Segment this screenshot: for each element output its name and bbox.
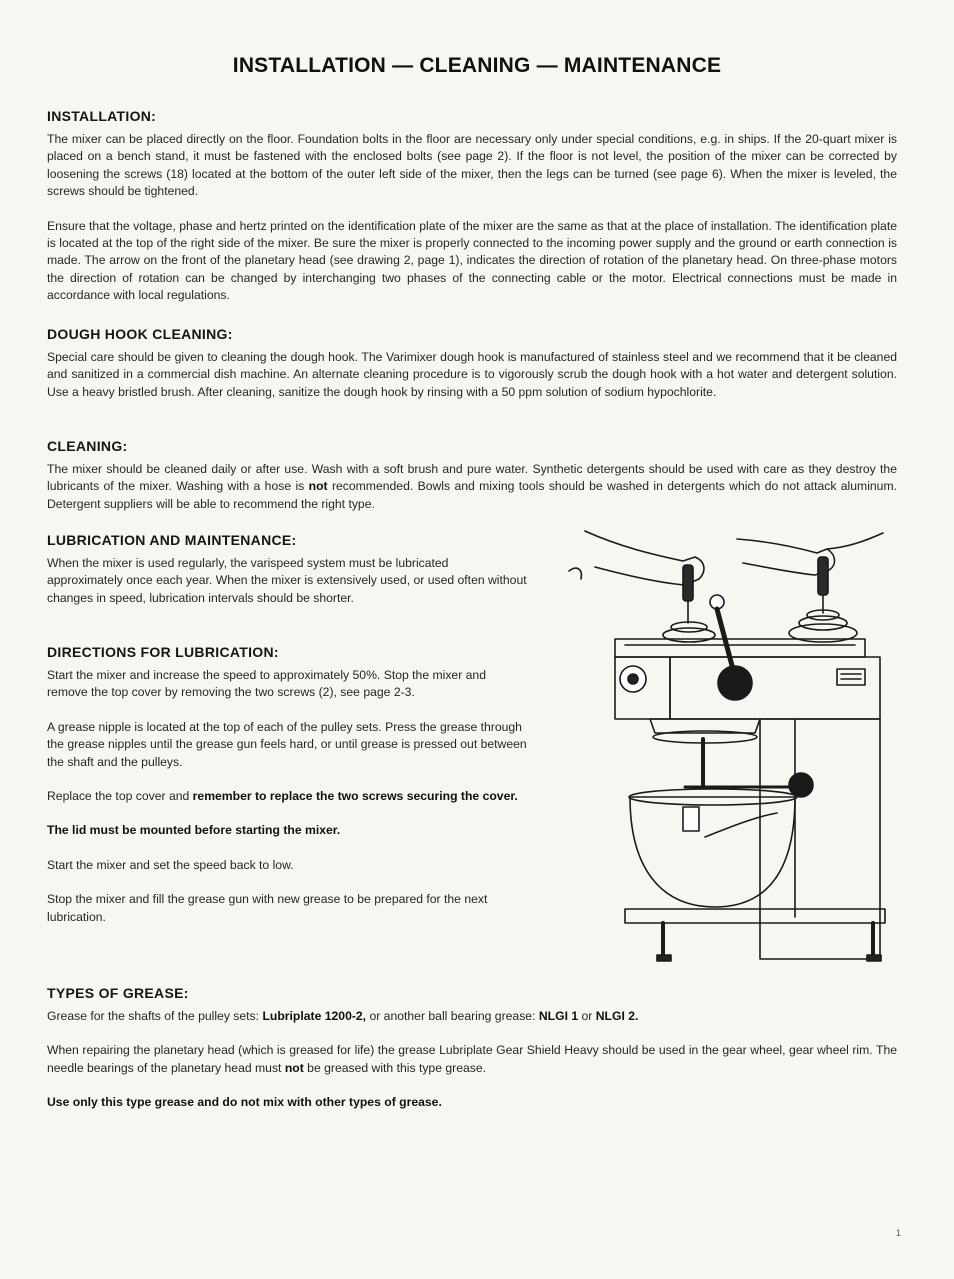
speed-knob (718, 666, 752, 700)
installation-heading: INSTALLATION: (47, 108, 157, 124)
installation-section (47, 108, 897, 305)
grease-paragraph-3: Use only this type grease and do not mix with other types of grease. (47, 1095, 442, 1110)
directions-text-3a: Replace the top cover and (47, 789, 193, 804)
mixer-lubrication-illustration (565, 527, 900, 967)
left-arm-curve (569, 568, 581, 579)
lubrication-paragraph: When the mixer is used regularly, the varispeed system must be lubricated approximately once each year. When the mixer is extensively used, or used often without changes in speed, lubrication intervals should be shorter. (47, 556, 527, 605)
installation-paragraph-1: The mixer can be placed directly on the floor. Foundation bolts in the floor are necessary only under special conditions, e.g. in ships. If the 20-quart mixer is placed on a bench stand, it must be fastened with the enclosed bolts (see page 2). If the floor is not level, the position of the mixer can be corrected by loosening the screws (18) located at the bottom of the outer left side of the mixer, then the legs can be turned (see page 6). When the mixer is leveled, the screws should be tightened. (47, 132, 897, 199)
grease-text-2not: not (284, 1060, 304, 1075)
right-pulley-mid (799, 616, 847, 630)
cleaning-heading: CLEANING: (47, 438, 128, 454)
grease-text-2b: be greased with this type grease. (303, 1060, 487, 1075)
grease-text-1c: or another ball bearing grease: (366, 1009, 539, 1023)
bowl-lift-knob (789, 773, 813, 797)
installation-paragraph-2: Ensure that the voltage, phase and hertz printed on the identification plate of the mixer are the same as that at the place of installation. The identification plate is located at the top of the right side of the mixer. Be sure the mixer is properly connected to the incoming power supply and the ground or earth connection is made. The arrow on the front of the planetary head (see drawing 2, page 1), indicates the direction of rotation of the planetary head. On three-phase motors the direction of rotation can be changed by interchanging two phases of the connecting cable or the motor. Electrical connections must be made in accordance with local regulations. (47, 218, 897, 303)
cleaning-section (47, 438, 897, 513)
directions-paragraph-6: Stop the mixer and fill the grease gun with new grease to be prepared for the next lubrication. (47, 892, 488, 924)
directions-text-3b: remember to replace the two screws securing the cover. (192, 789, 518, 804)
cleaning-text-a: The mixer should be cleaned daily or after use. Wash with a soft brush and pure water. Synthetic detergents should be used with care as they destroy the lubricants of the mixer. Washing with a hose is (47, 462, 897, 494)
directions-paragraph-5: Start the mixer and set the speed back to low. (47, 857, 294, 872)
left-foot (657, 955, 671, 961)
lubrication-heading: LUBRICATION AND MAINTENANCE: (47, 532, 297, 548)
grease-section (47, 985, 897, 1112)
grease-heading: TYPES OF GREASE: (47, 985, 189, 1001)
grease-text-1e: or (578, 1009, 596, 1023)
bowl-tag (683, 807, 699, 831)
left-pulley-top (671, 622, 707, 632)
page-number: 1 (896, 1228, 902, 1238)
cleaning-text-b: recommended. Bowls and mixing tools should be washed in detergents which do not attack aluminum. Detergent suppliers will be able to recommend the right type. (47, 479, 897, 511)
page-title: INSTALLATION — CLEANING — MAINTENANCE (232, 54, 722, 77)
directions-heading: DIRECTIONS FOR LUBRICATION: (47, 644, 279, 660)
mixer-base (625, 909, 885, 923)
right-arm-line (827, 533, 883, 549)
right-grease-gun-icon (818, 557, 828, 595)
grease-text-1d: NLGI 1 (538, 1009, 579, 1023)
directions-paragraph-1: Start the mixer and increase the speed to approximately 50%. Stop the mixer and remove the top cover by removing the two screws (2), see page 2-3. (47, 668, 486, 700)
lubrication-section (47, 532, 527, 607)
mixing-bowl (630, 797, 795, 907)
grease-text-2a: When repairing the planetary head (which is greased for life) the grease Lubriplate Gear Shield Heavy should be used in the gear wheel, gear wheel rim. The needle bearings of the planetary head must (47, 1043, 897, 1075)
dough-hook-heading: DOUGH HOOK CLEANING: (47, 326, 233, 342)
grease-text-1b: Lubriplate 1200-2, (262, 1009, 367, 1023)
cleaning-paragraph (47, 461, 897, 513)
side-dial-center (628, 674, 638, 684)
grease-paragraph-1 (47, 1008, 897, 1025)
dough-hook-paragraph: Special care should be given to cleaning the dough hook. The Varimixer dough hook is manufactured of stainless steel and we recommend that it be cleaned and sanitized in a commercial dish machine. An alternate cleaning procedure is to vigorously scrub the dough hook with a hot water and detergent solution. Use a heavy bristled brush. After cleaning, sanitize the dough hook by rinsing with a 50 ppm solution of sodium hypochlorite. (47, 350, 897, 399)
grease-text-1f: NLGI 2. (595, 1009, 639, 1023)
left-grease-gun-icon (683, 565, 693, 601)
directions-paragraph-2: A grease nipple is located at the top of each of the pulley sets. Press the grease through the grease nipples until the grease gun feels hard, or until grease is pressed out between the shaft and the pulleys. (47, 719, 527, 769)
directions-paragraph-4: The lid must be mounted before starting the mixer. (47, 823, 341, 838)
grease-paragraph-2 (47, 1042, 897, 1077)
left-pulley-mid (663, 628, 715, 642)
dough-hook-section (47, 326, 897, 401)
cleaning-text-not: not (308, 479, 328, 494)
directions-paragraph-3 (47, 788, 527, 805)
head-body (670, 657, 880, 719)
grease-text-1a: Grease for the shafts of the pulley sets: (47, 1009, 263, 1023)
right-foot (867, 955, 881, 961)
directions-section (47, 644, 527, 926)
identification-plate (837, 669, 865, 685)
bowl-hook (705, 813, 777, 837)
